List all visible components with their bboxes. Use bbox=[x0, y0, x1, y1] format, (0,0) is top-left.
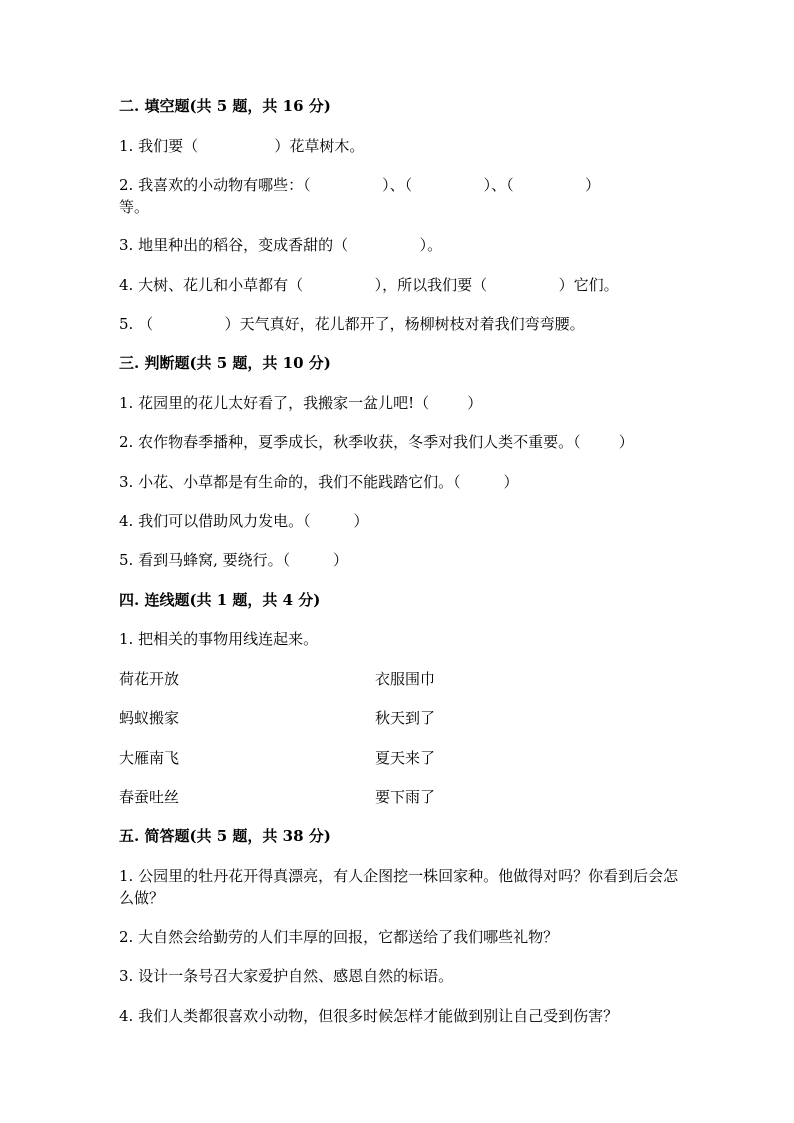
match-section-heading: 四. 连线题(共 1 题，共 4 分) bbox=[119, 591, 321, 609]
fill-question-4: 4. 大树、花儿和小草都有（ ），所以我们要（ ）它们。 bbox=[119, 276, 619, 294]
fill-question-5: 5. （ ）天气真好，花儿都开了，杨柳树枝对着我们弯弯腰。 bbox=[119, 315, 585, 333]
match-left-item: 大雁南飞 bbox=[119, 749, 180, 767]
match-right-item: 衣服围巾 bbox=[375, 670, 436, 688]
fill-question-1: 1. 我们要（ ）花草树木。 bbox=[119, 137, 365, 155]
judge-question-3: 3. 小花、小草都是有生命的，我们不能践踏它们。（ ） bbox=[119, 473, 519, 491]
match-right-item: 秋天到了 bbox=[375, 709, 436, 727]
short-answer-section-heading: 五. 简答题(共 5 题，共 38 分) bbox=[119, 827, 331, 845]
match-right-item: 要下雨了 bbox=[375, 788, 436, 806]
fill-question-2-line-1: 2. 我喜欢的小动物有哪些：（ ）、（ ）、（ ） bbox=[119, 176, 601, 194]
short-answer-question-1: 1. 公园里的牡丹花开得真漂亮，有人企图挖一株回家种。他做得对吗？你看到后会怎么做？ bbox=[119, 867, 679, 907]
fill-question-2-line-2: 等。 bbox=[119, 198, 150, 216]
short-answer-question-3: 3. 设计一条号召大家爱护自然、感恩自然的标语。 bbox=[119, 967, 454, 985]
match-question-1: 1. 把相关的事物用线连起来。 bbox=[119, 630, 319, 648]
match-left-item: 春蚕吐丝 bbox=[119, 788, 180, 806]
judge-question-2: 2. 农作物春季播种，夏季成长，秋季收获，冬季对我们人类不重要。（ ） bbox=[119, 433, 634, 451]
judge-question-5: 5. 看到马蜂窝, 要绕行。（ ） bbox=[119, 551, 349, 569]
short-answer-question-2: 2. 大自然会给勤劳的人们丰厚的回报，它都送给了我们哪些礼物？ bbox=[119, 928, 559, 946]
short-answer-question-4: 4. 我们人类都很喜欢小动物，但很多时候怎样才能做到别让自己受到伤害？ bbox=[119, 1007, 619, 1025]
fill-section-heading: 二. 填空题(共 5 题，共 16 分) bbox=[119, 97, 331, 115]
judge-question-4: 4. 我们可以借助风力发电。（ ） bbox=[119, 512, 369, 530]
match-left-item: 蚂蚁搬家 bbox=[119, 709, 180, 727]
judge-question-1: 1. 花园里的花儿太好看了，我搬家一盆儿吧!（ ） bbox=[119, 394, 483, 412]
match-left-item: 荷花开放 bbox=[119, 670, 180, 688]
fill-question-3: 3. 地里种出的稻谷，变成香甜的（ ）。 bbox=[119, 236, 443, 254]
judge-section-heading: 三. 判断题(共 5 题，共 10 分) bbox=[119, 354, 331, 372]
match-right-item: 夏天来了 bbox=[375, 749, 436, 767]
